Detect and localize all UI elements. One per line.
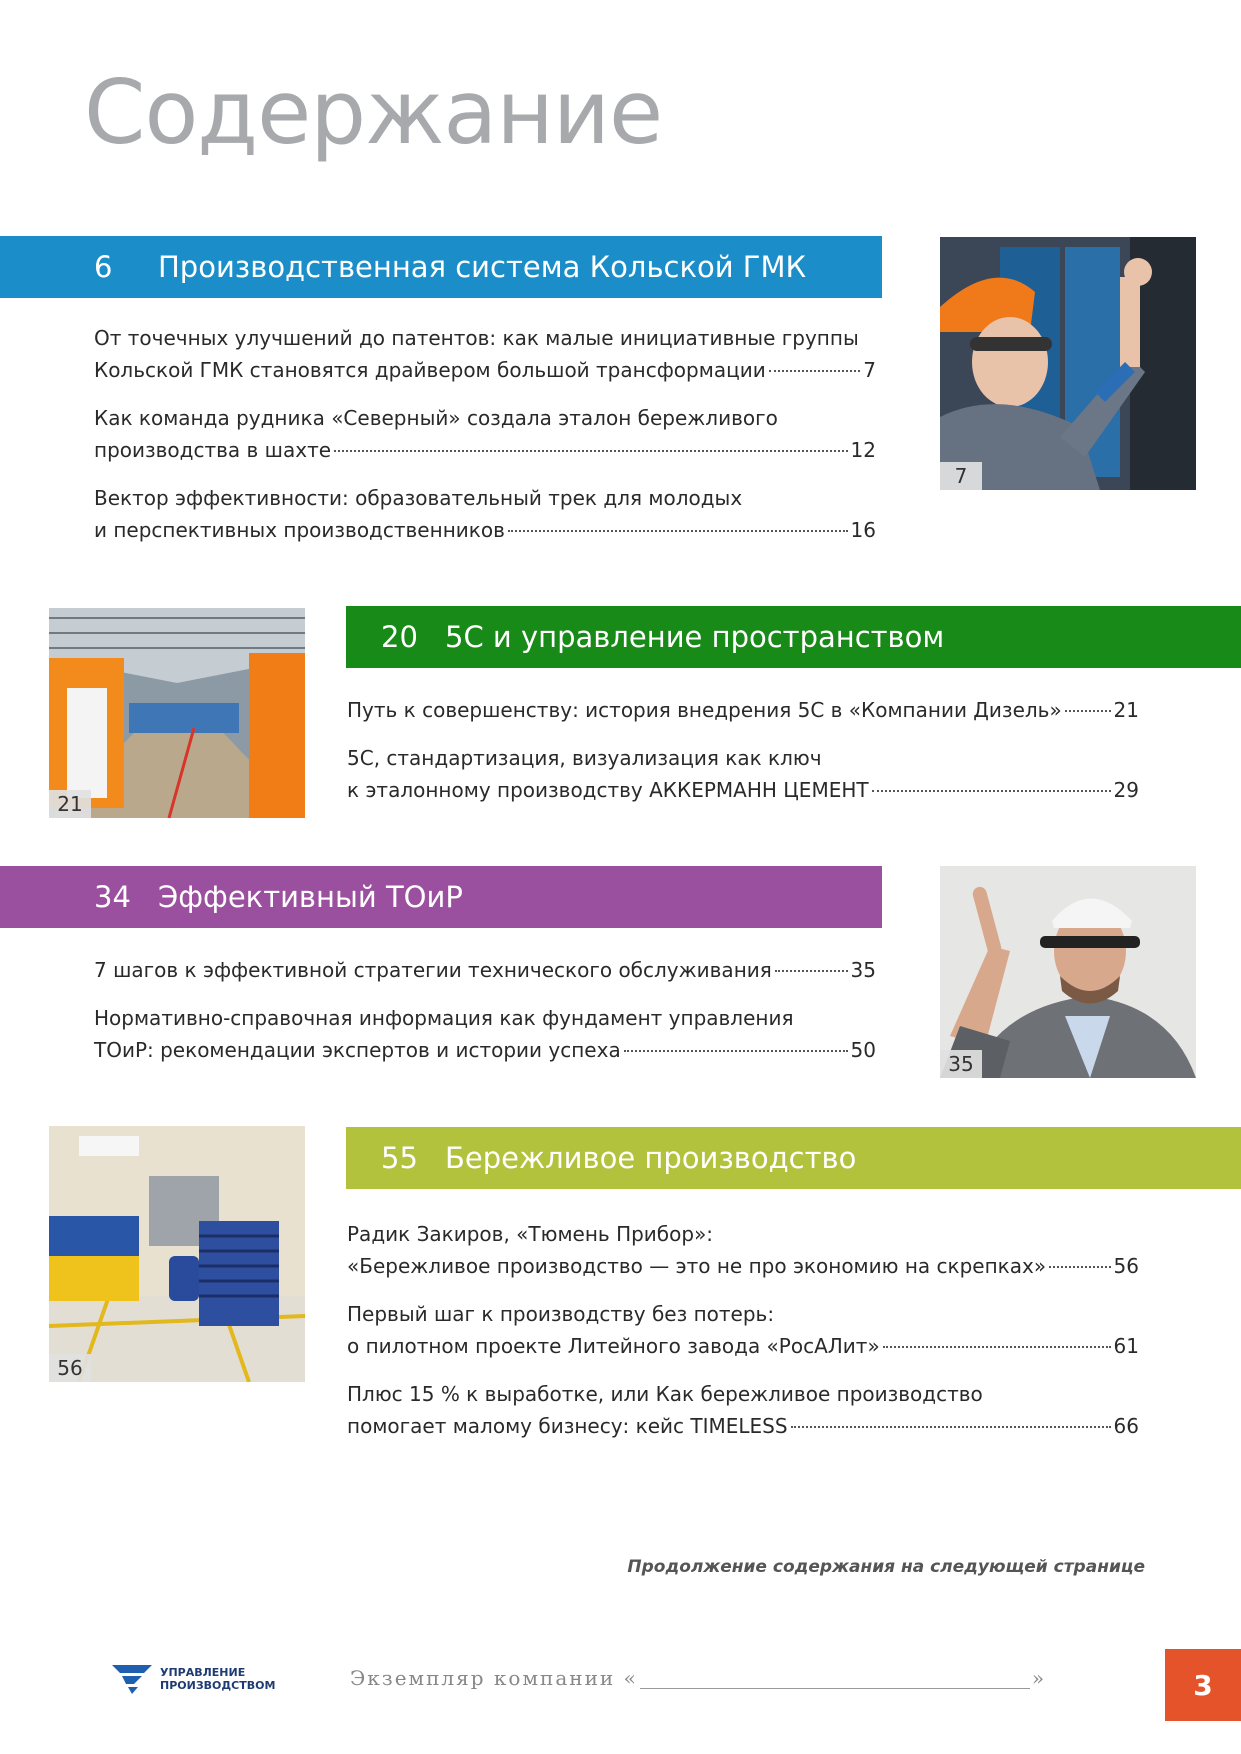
entry-title-line: помогает малому бизнесу: кейс TIMELESS: [347, 1414, 788, 1438]
logo-mark-icon: [110, 1663, 154, 1695]
entry-title-line: Кольской ГМК становятся драйвером большой трансформации: [94, 358, 766, 382]
magazine-logo: [110, 1663, 275, 1695]
leader-dots: [334, 450, 848, 452]
toc-entry[interactable]: [347, 1378, 1139, 1442]
logo-text-line: УПРАВЛЕНИЕ: [160, 1666, 246, 1679]
copy-owner-line: [350, 1666, 1046, 1690]
entry-title-line: ТОиР: рекомендации экспертов и истории успеха: [94, 1038, 621, 1062]
entry-title-line: и перспективных производственников: [94, 518, 505, 542]
leader-dots: [872, 790, 1111, 792]
logo-text-line: ПРОИЗВОДСТВОМ: [160, 1679, 276, 1692]
page-title: Содержание: [84, 61, 663, 164]
copy-suffix: »: [1031, 1666, 1047, 1690]
section-title: Эффективный ТОиР: [158, 880, 463, 914]
photo-workshop: [49, 608, 305, 818]
entry-page-number: 21: [1113, 698, 1139, 722]
leader-dots: [775, 970, 848, 972]
entry-title-line: Вектор эффективности: образовательный трек для молодых: [94, 486, 743, 510]
entry-page-number: 7: [863, 358, 876, 382]
photo-page-label: 56: [49, 1354, 91, 1382]
toc-entry[interactable]: [347, 1218, 1139, 1282]
page-number: 3: [1193, 1668, 1213, 1702]
copy-prefix: Экземпляр компании «: [350, 1666, 638, 1690]
leader-dots: [791, 1426, 1111, 1428]
toc-entry[interactable]: [94, 1002, 876, 1066]
toc-entry[interactable]: [347, 694, 1139, 726]
toc-entry[interactable]: [347, 742, 1139, 806]
workstation-photo-illustration: [49, 1126, 305, 1382]
section-entries: [94, 322, 876, 562]
entry-title-line: Радик Закиров, «Тюмень Прибор»:: [347, 1222, 714, 1246]
entry-title-line: «Бережливое производство — это не про экономию на скрепках»: [347, 1254, 1047, 1278]
photo-engineer-pointing: [940, 866, 1196, 1078]
leader-dots: [883, 1346, 1111, 1348]
entry-page-number: 56: [1113, 1254, 1139, 1278]
entry-title-line: Путь к совершенству: история внедрения 5С в «Компании Дизель»: [347, 698, 1062, 722]
entry-page-number: 61: [1113, 1334, 1139, 1358]
toc-entry[interactable]: [94, 482, 876, 546]
entry-title-line: 5С, стандартизация, визуализация как ключ: [347, 746, 822, 770]
section-number: 6: [94, 250, 113, 284]
entry-page-number: 12: [850, 438, 876, 462]
entry-title-line: производства в шахте: [94, 438, 332, 462]
photo-page-label: 21: [49, 790, 91, 818]
page-number-badge: [1165, 1649, 1241, 1721]
entry-title-line: Плюс 15 % к выработке, или Как бережливое производство: [347, 1382, 983, 1406]
entry-title-line: Нормативно-справочная информация как фундамент управления: [94, 1006, 794, 1030]
entry-title-line: о пилотном проекте Литейного завода «РосАЛит»: [347, 1334, 880, 1358]
entry-title-line: к эталонному производству АККЕРМАНН ЦЕМЕНТ: [347, 778, 869, 802]
leader-dots: [1049, 1266, 1110, 1268]
entry-title-line: 7 шагов к эффективной стратегии технического обслуживания: [94, 958, 772, 982]
toc-entry[interactable]: [94, 402, 876, 466]
entry-title-line: Как команда рудника «Северный» создала эталон бережливого: [94, 406, 778, 430]
entry-title-line: От точечных улучшений до патентов: как малые инициативные группы: [94, 326, 859, 350]
entry-page-number: 66: [1113, 1414, 1139, 1438]
photo-page-label: 35: [940, 1050, 982, 1078]
leader-dots: [508, 530, 848, 532]
entry-page-number: 16: [850, 518, 876, 542]
section-entries: [94, 954, 876, 1082]
toc-entry[interactable]: [94, 322, 876, 386]
section-header-5s[interactable]: [346, 606, 1241, 668]
toc-entry[interactable]: [94, 954, 876, 986]
entry-page-number: 29: [1113, 778, 1139, 802]
company-name-blank[interactable]: [640, 1688, 1030, 1689]
section-title: Бережливое производство: [445, 1141, 857, 1175]
section-entries: [347, 1218, 1139, 1458]
engineer-photo-illustration: [940, 866, 1196, 1078]
leader-dots: [769, 370, 861, 372]
continue-note: Продолжение содержания на следующей странице: [627, 1557, 1145, 1577]
section-header-production-system[interactable]: [0, 236, 882, 298]
photo-worker-helmet: [940, 237, 1196, 490]
entry-title-line: Первый шаг к производству без потерь:: [347, 1302, 775, 1326]
worker-photo-illustration: [940, 237, 1196, 490]
section-number: 20: [381, 620, 418, 654]
section-title: Производственная система Кольской ГМК: [158, 250, 807, 284]
section-header-lean[interactable]: [346, 1127, 1241, 1189]
photo-workstation: [49, 1126, 305, 1382]
section-entries: [347, 694, 1139, 822]
workshop-photo-illustration: [49, 608, 305, 818]
section-title: 5С и управление пространством: [445, 620, 945, 654]
leader-dots: [624, 1050, 848, 1052]
entry-page-number: 50: [850, 1038, 876, 1062]
entry-page-number: 35: [850, 958, 876, 982]
section-header-maintenance[interactable]: [0, 866, 882, 928]
toc-entry[interactable]: [347, 1298, 1139, 1362]
section-number: 34: [94, 880, 131, 914]
leader-dots: [1065, 710, 1111, 712]
photo-page-label: 7: [940, 462, 982, 490]
section-number: 55: [381, 1141, 418, 1175]
